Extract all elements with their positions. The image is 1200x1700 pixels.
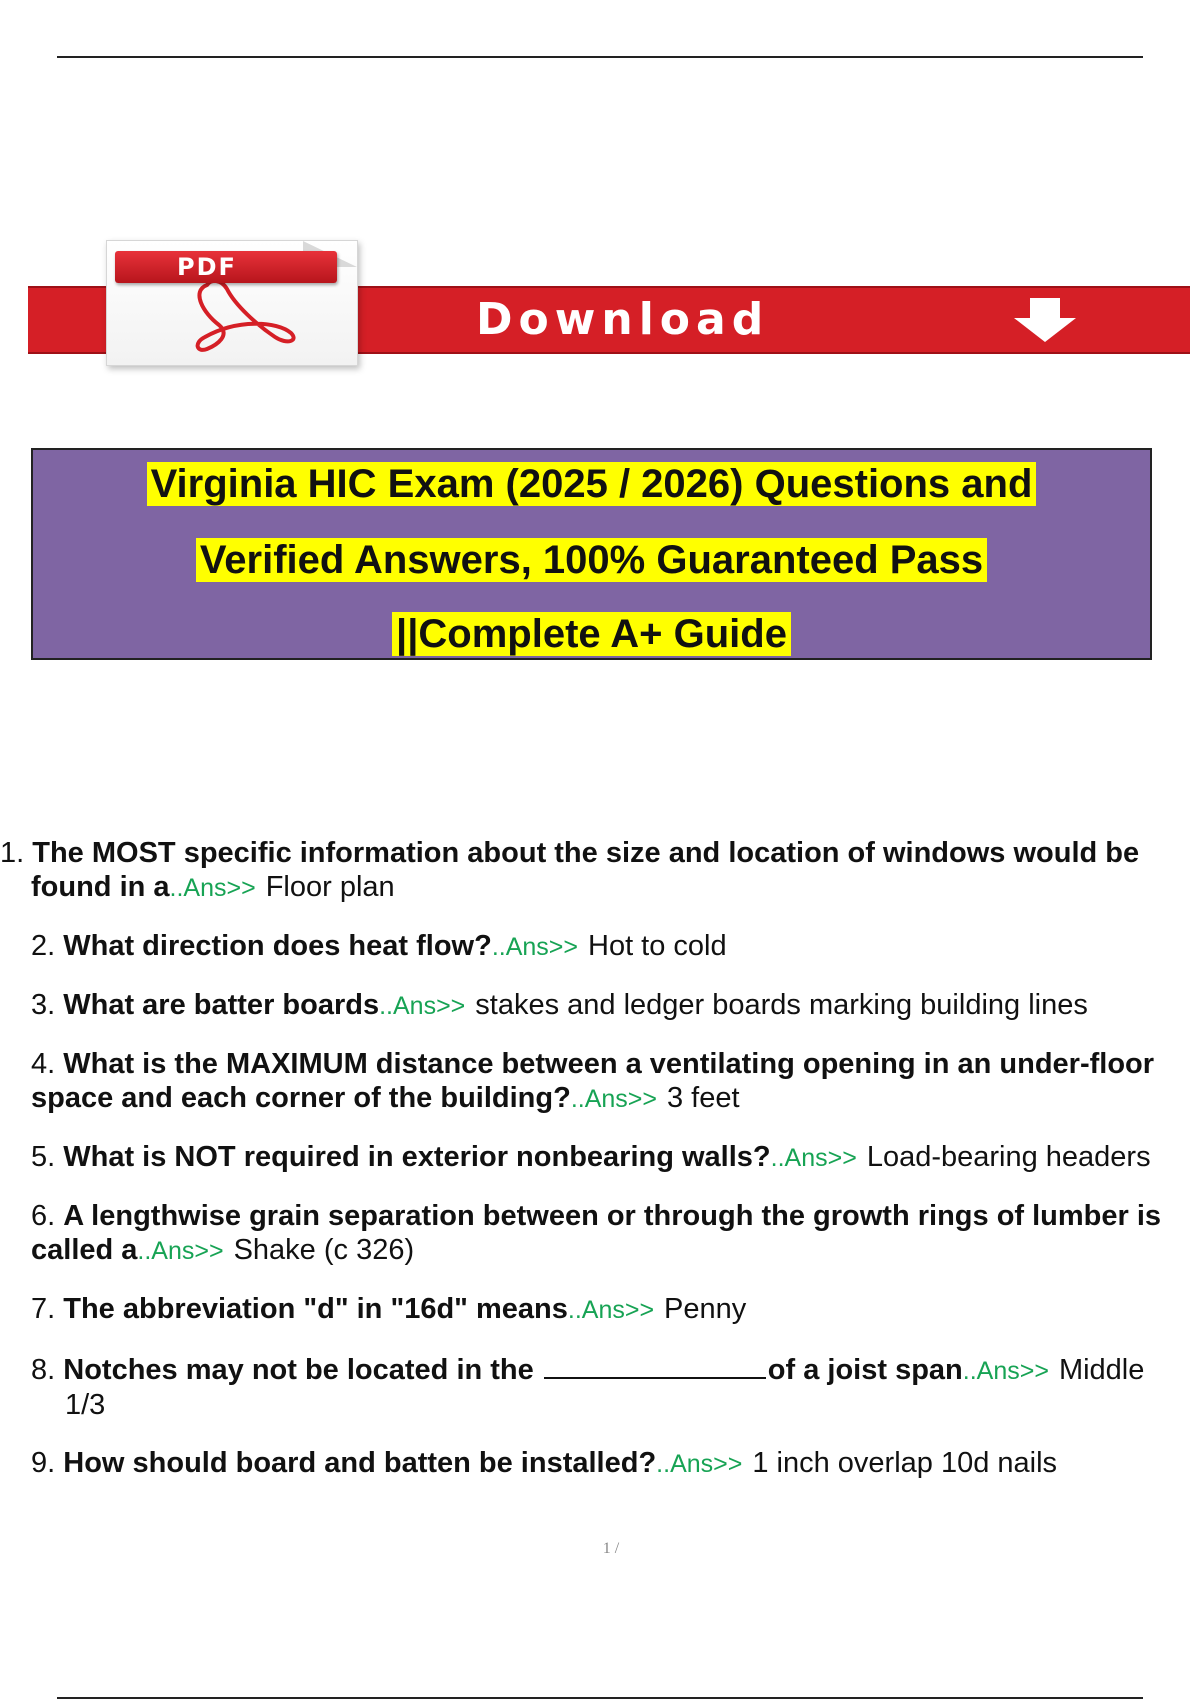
answer-text: Penny: [664, 1293, 747, 1325]
question-number: 9.: [31, 1447, 56, 1479]
question-text: What is NOT required in exterior nonbearing walls?: [63, 1141, 771, 1173]
pdf-file-icon: [106, 240, 358, 366]
question-number: 7.: [31, 1293, 56, 1325]
title-line-1: Virginia HIC Exam (2025 / 2026) Questions and: [33, 460, 1150, 508]
answer-text: Floor plan: [265, 871, 395, 903]
question-number: 4.: [31, 1048, 56, 1080]
list-item: [0, 1047, 1200, 1116]
question-number: 2.: [31, 930, 56, 962]
question-number: 5.: [31, 1141, 56, 1173]
top-rule: [57, 56, 1143, 58]
answer-marker: ..Ans>>: [379, 992, 466, 1020]
download-label[interactable]: Download: [476, 294, 770, 345]
question-text: The MOST specific information about the size and location of windows would be found in a: [31, 837, 1140, 903]
pdf-label: PDF: [115, 251, 337, 283]
question-text: Notches may not be located in the: [63, 1354, 534, 1386]
answer-marker: ..Ans>>: [770, 1144, 857, 1172]
answer-marker: ..Ans>>: [962, 1357, 1049, 1385]
answer-text: 3 feet: [667, 1082, 740, 1114]
answer-marker: ..Ans>>: [656, 1450, 743, 1478]
answer-marker: ..Ans>>: [570, 1085, 657, 1113]
question-text: How should board and batten be installed?: [63, 1447, 657, 1479]
title-line-2: Verified Answers, 100% Guaranteed Pass: [33, 536, 1150, 584]
title-line-3: ||Complete A+ Guide: [33, 610, 1150, 658]
answer-text: Hot to cold: [588, 930, 727, 962]
bottom-rule: [57, 1697, 1143, 1699]
list-item: [0, 1351, 1200, 1422]
answer-marker: ..Ans>>: [491, 933, 578, 961]
list-item: [0, 1199, 1200, 1268]
question-number: 6.: [31, 1200, 56, 1232]
list-item: [0, 1446, 1200, 1481]
answer-marker: ..Ans>>: [567, 1296, 655, 1324]
pdf-download-banner[interactable]: [28, 236, 1190, 376]
answer-text: Load-bearing headers: [866, 1141, 1151, 1173]
document-title-box: [31, 448, 1152, 660]
page-number: 1 /: [602, 1540, 620, 1557]
answer-marker: ..Ans>>: [137, 1237, 224, 1265]
question-number: 1.: [0, 837, 25, 869]
question-text: What are batter boards: [63, 989, 380, 1021]
list-item: [0, 1292, 1200, 1327]
question-number: 8.: [31, 1354, 56, 1386]
answer-text: Middle 1/3: [65, 1354, 1145, 1421]
question-text: What is the MAXIMUM distance between a ventilating opening in an under-floor space and each corner of the building?: [31, 1048, 1155, 1114]
answer-text: Shake (c 326): [233, 1234, 415, 1266]
question-text: What direction does heat flow?: [63, 930, 492, 962]
download-arrow-icon[interactable]: [1008, 298, 1082, 346]
question-text-continued: of a joist span: [767, 1354, 963, 1386]
question-list: [0, 836, 1200, 1505]
answer-text: stakes and ledger boards marking building lines: [475, 989, 1088, 1021]
question-text: The abbreviation "d" in "16d" means: [63, 1293, 568, 1325]
question-text: A lengthwise grain separation between or through the growth rings of lumber is called a: [31, 1200, 1162, 1266]
list-item: [0, 988, 1200, 1023]
list-item: [0, 929, 1200, 964]
fill-in-blank: [544, 1351, 766, 1379]
list-item: [0, 836, 1200, 905]
list-item: [0, 1140, 1200, 1175]
question-number: 3.: [31, 989, 56, 1021]
answer-marker: ..Ans>>: [169, 874, 256, 902]
answer-text: 1 inch overlap 10d nails: [752, 1447, 1058, 1479]
